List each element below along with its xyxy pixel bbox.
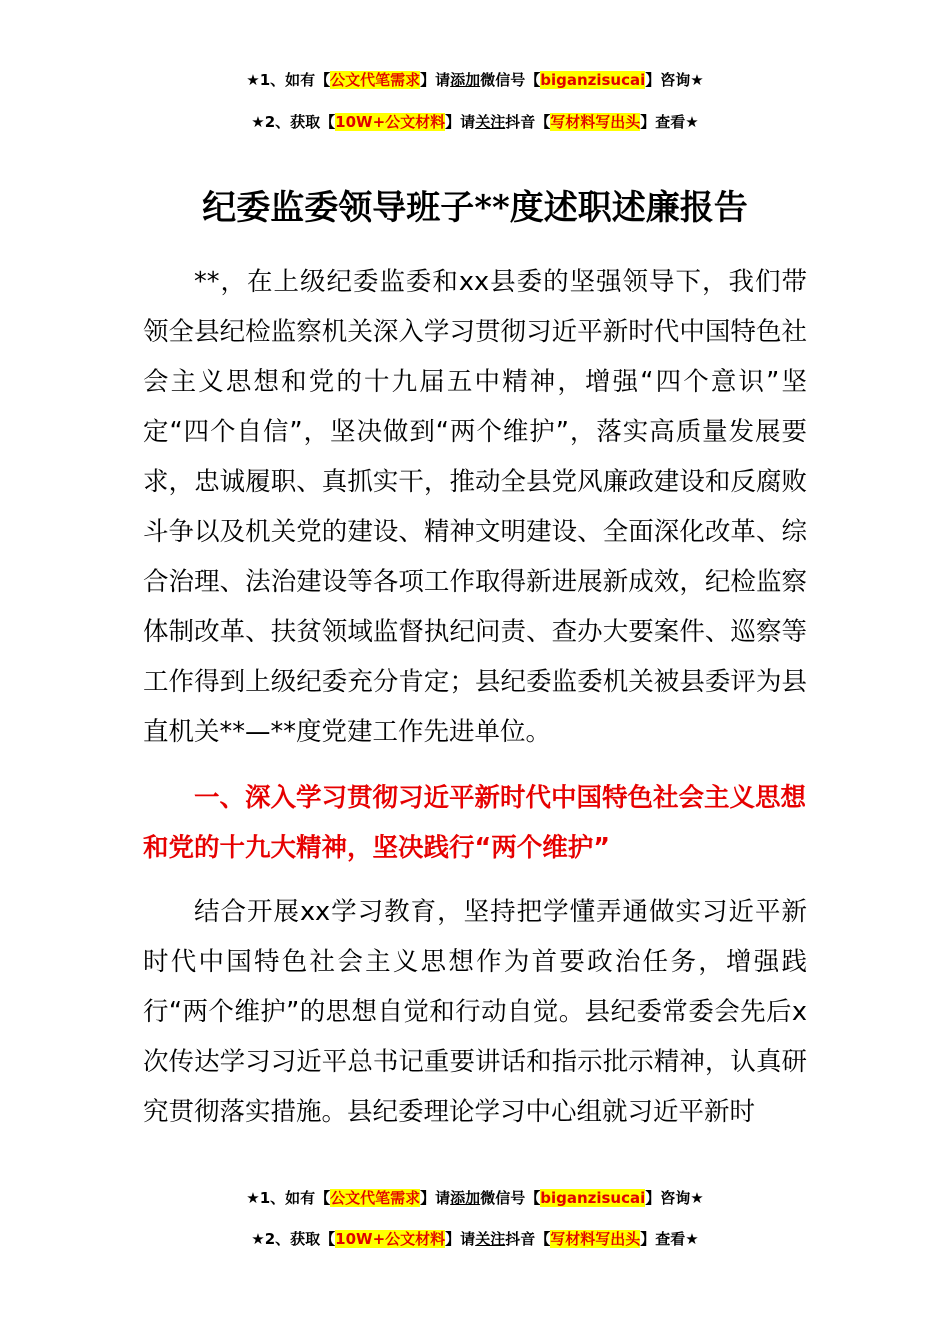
banner-text: 2、获取【 — [264, 113, 336, 131]
banner-text: 微信号【 — [480, 71, 541, 89]
banner-text: 】查看 — [640, 1230, 686, 1248]
banner-text: 】请 — [420, 1189, 451, 1207]
star-icon: ★ — [251, 113, 265, 131]
section-1-heading: 一、深入学习贯彻习近平新时代中国特色社会主义思想和党的十九大精神，坚决践行“两个维护” — [143, 783, 807, 863]
banner-text: 1、如有【 — [259, 71, 331, 89]
wechat-id-highlight: biganzisucai — [540, 71, 646, 89]
banner-text: 】请 — [445, 113, 476, 131]
banner-text: 2、获取【 — [264, 1230, 336, 1248]
follow-underlined: 关注 — [475, 113, 506, 131]
star-icon: ★ — [685, 1230, 699, 1248]
footer-banner-line-2 — [0, 1229, 950, 1249]
star-icon: ★ — [251, 1230, 265, 1248]
intro-paragraph: **，在上级纪委监委和xx县委的坚强领导下，我们带领全县纪检监察机关深入学习贯彻习近平新时代中国特色社会主义思想和党的十九届五中精神，增强“四个意识”坚定“四个自信”，坚决做到“两个维护”，落实高质量发展要求，忠诚履职、真抓实干，推动全县党风廉政建设和反腐败斗争以及机关党的建设、精神文明建设、全面深化改革、综合治理、法治建设等各项工作取得新进展新成效，纪检监察体制改革、扶贫领域监督执纪问责、查办大要案件、巡察等工作得到上级纪委充分肯定；县纪委监委机关被县委评为县直机关**—**度党建工作先进单位。 — [143, 267, 807, 747]
banner-text: 微信号【 — [480, 1189, 541, 1207]
banner-text: 】请 — [420, 71, 451, 89]
section-1-body: 结合开展xx学习教育，坚持把学懂弄通做实习近平新时代中国特色社会主义思想作为首要政治任务，增强践行“两个维护”的思想自觉和行动自觉。县纪委常委会先后x次传达学习习近平总书记重要讲话和指示批示精神，认真研究贯彻落实措施。县纪委理论学习中心组就习近平新时 — [143, 897, 807, 1127]
follow-underlined: 关注 — [475, 1230, 506, 1248]
douyin-id-highlight: 写材料写出头 — [550, 113, 641, 131]
star-icon: ★ — [690, 1189, 704, 1207]
star-icon: ★ — [246, 1189, 260, 1207]
header-banner-line-2 — [0, 112, 950, 132]
banner-text: 】咨询 — [645, 71, 691, 89]
document-title: 纪委监委领导班子**度述职述廉报告 — [202, 188, 748, 228]
header-banner-line-1 — [0, 70, 950, 90]
star-icon: ★ — [685, 113, 699, 131]
add-underlined: 添加 — [450, 1189, 481, 1207]
banner-text: 抖音【 — [505, 113, 551, 131]
banner-text: 】咨询 — [645, 1189, 691, 1207]
star-icon: ★ — [246, 71, 260, 89]
writing-service-highlight: 公文代笔需求 — [330, 71, 421, 89]
banner-text: 】查看 — [640, 113, 686, 131]
banner-text: 】请 — [445, 1230, 476, 1248]
materials-highlight: 10W+公文材料 — [335, 113, 446, 131]
wechat-id-highlight: biganzisucai — [540, 1189, 646, 1207]
banner-text: 1、如有【 — [259, 1189, 331, 1207]
materials-highlight: 10W+公文材料 — [335, 1230, 446, 1248]
writing-service-highlight: 公文代笔需求 — [330, 1189, 421, 1207]
footer-banner-line-1 — [0, 1188, 950, 1208]
star-icon: ★ — [690, 71, 704, 89]
douyin-id-highlight: 写材料写出头 — [550, 1230, 641, 1248]
banner-text: 抖音【 — [505, 1230, 551, 1248]
add-underlined: 添加 — [450, 71, 481, 89]
